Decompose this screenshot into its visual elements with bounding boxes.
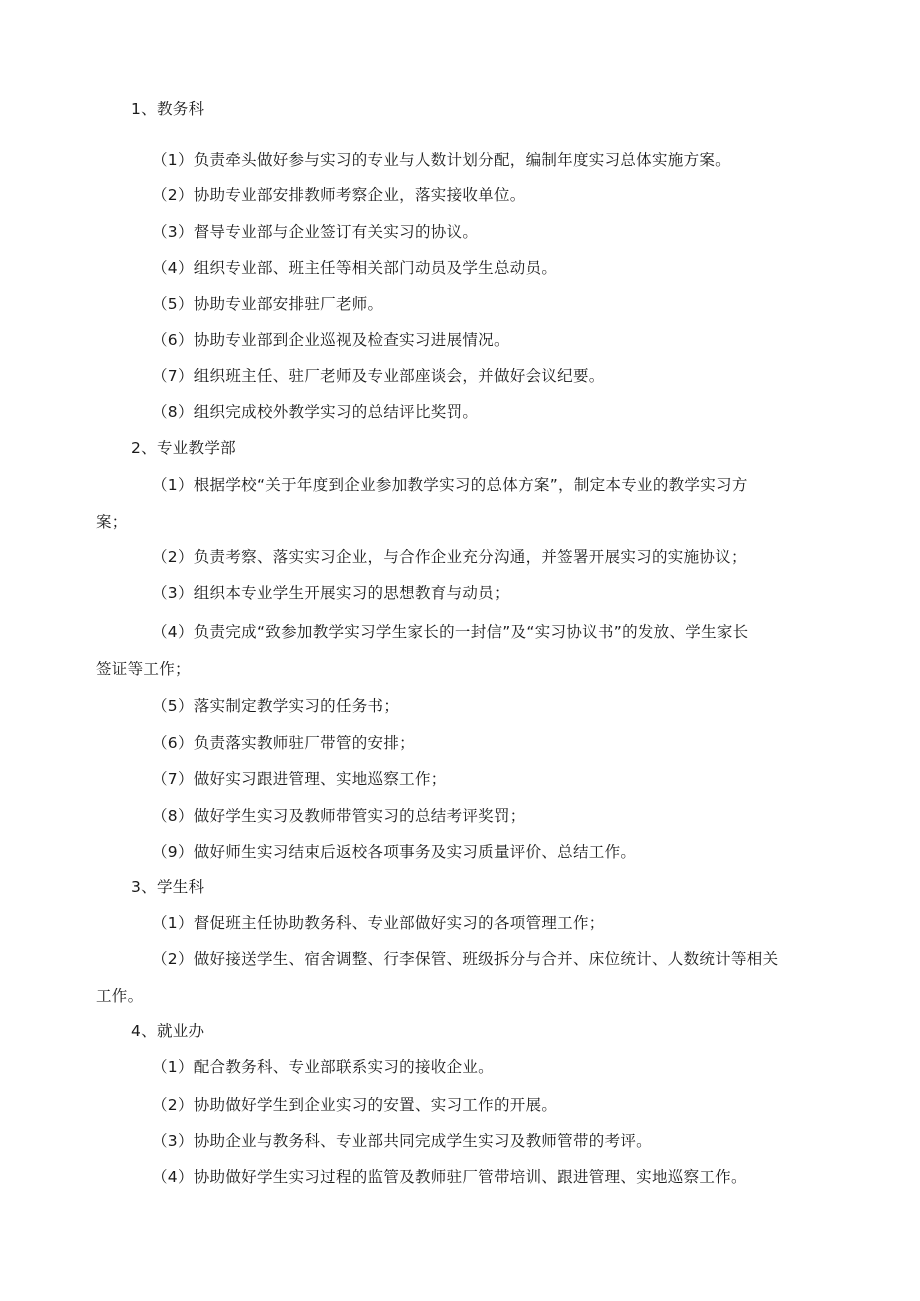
list-item: （1）配合教务科、专业部联系实习的接收企业。: [152, 1058, 494, 1076]
list-item-continuation: 工作。: [96, 987, 144, 1005]
list-item: （3）督导专业部与企业签订有关实习的协议。: [152, 223, 479, 241]
list-item: （4）协助做好学生实习过程的监管及教师驻厂管带培训、跟进管理、实地巡察工作。: [152, 1168, 747, 1186]
section-heading-2: 2、专业教学部: [131, 439, 236, 457]
list-item: （3）协助企业与教务科、专业部共同完成学生实习及教师管带的考评。: [152, 1132, 652, 1150]
list-item: （8）组织完成校外教学实习的总结评比奖罚。: [152, 403, 479, 421]
list-item: （1）督促班主任协助教务科、专业部做好实习的各项管理工作；: [152, 914, 605, 932]
section-heading-4: 4、就业办: [131, 1022, 205, 1040]
list-item: （9）做好师生实习结束后返校各项事务及实习质量评价、总结工作。: [152, 843, 637, 861]
list-item: （3）组织本专业学生开展实习的思想教育与动员；: [152, 584, 510, 602]
list-item: （4）负责完成“致参加教学实习学生家长的一封信”及“实习协议书”的发放、学生家长: [152, 623, 749, 641]
list-item: （1）根据学校“关于年度到企业参加教学实习的总体方案”，制定本专业的教学实习方: [152, 476, 748, 494]
list-item: （2）做好接送学生、宿舍调整、行李保管、班级拆分与合并、床位统计、人数统计等相关: [152, 950, 779, 968]
list-item-continuation: 签证等工作；: [96, 660, 191, 678]
list-item: （2）协助做好学生到企业实习的安置、实习工作的开展。: [152, 1096, 558, 1114]
list-item: （6）协助专业部到企业巡视及检查实习进展情况。: [152, 331, 510, 349]
list-item: （2）负责考察、落实实习企业，与合作企业充分沟通，并签署开展实习的实施协议；: [152, 548, 747, 566]
list-item: （2）协助专业部安排教师考察企业，落实接收单位。: [152, 186, 526, 204]
list-item: （8）做好学生实习及教师带管实习的总结考评奖罚；: [152, 807, 526, 825]
list-item-continuation: 案；: [96, 513, 128, 531]
section-heading-3: 3、学生科: [131, 878, 205, 896]
list-item: （4）组织专业部、班主任等相关部门动员及学生总动员。: [152, 259, 558, 277]
section-heading-1: 1、教务科: [131, 100, 205, 118]
list-item: （7）做好实习跟进管理、实地巡察工作；: [152, 770, 447, 788]
list-item: （5）落实制定教学实习的任务书；: [152, 697, 400, 715]
list-item: （6）负责落实教师驻厂带管的安排；: [152, 734, 415, 752]
list-item: （1）负责牵头做好参与实习的专业与人数计划分配，编制年度实习总体实施方案。: [152, 151, 731, 169]
list-item: （5）协助专业部安排驻厂老师。: [152, 295, 384, 313]
list-item: （7）组织班主任、驻厂老师及专业部座谈会，并做好会议纪要。: [152, 367, 605, 385]
